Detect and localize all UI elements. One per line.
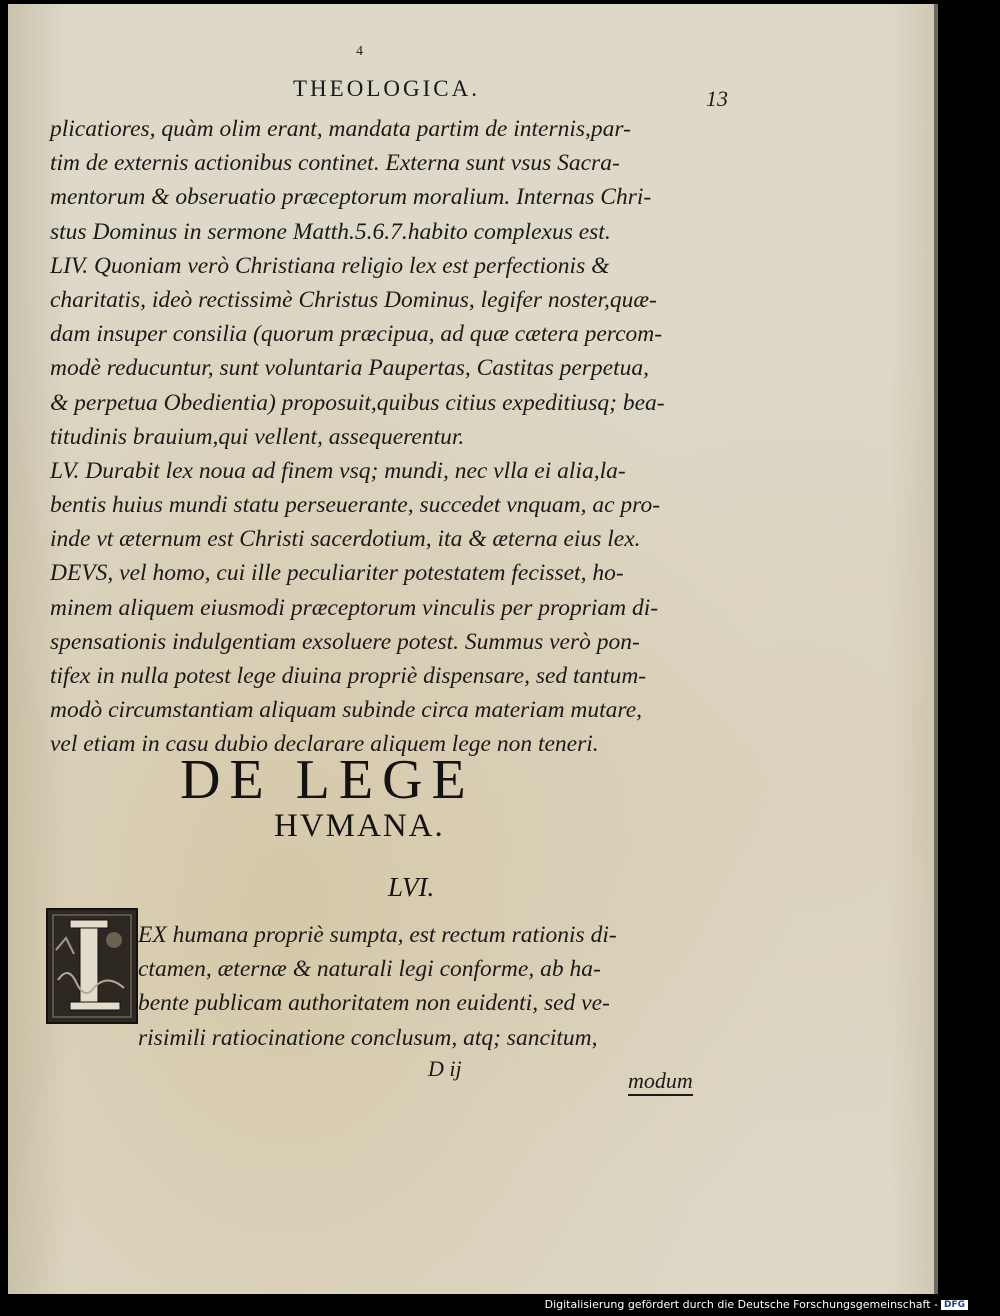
text-line: modè reducuntur, sunt voluntaria Paupertas, Castitas perpetua, <box>50 355 650 382</box>
text-line: spensationis indulgentiam exsoluere potest. Summus verò pon- <box>50 628 640 655</box>
signature-line: D ij <box>428 1056 462 1081</box>
page-number: 13 <box>706 86 728 111</box>
text-line: charitatis, ideò rectissimè Christus Dominus, legifer noster,quæ- <box>50 286 657 313</box>
page-edge <box>934 4 938 1294</box>
initial-paragraph <box>138 918 748 1055</box>
decorated-initial-icon <box>46 908 138 1024</box>
text-line: stus Dominus in sermone Matth.5.6.7.habito complexus est. <box>50 218 611 245</box>
text-line: bente publicam authoritatem non euidenti, sed ve- <box>138 990 610 1017</box>
text-line: plicatiores, quàm olim erant, mandata partim de internis,par- <box>50 116 631 142</box>
book-page <box>8 4 934 1294</box>
funding-note-text: Digitalisierung gefördert durch die Deutsche Forschungsgemeinschaft - <box>544 1298 938 1311</box>
text-line: bentis huius mundi statu perseuerante, succedet vnquam, ac pro- <box>50 492 661 519</box>
section-subheading: HVMANA. <box>274 808 445 844</box>
text-line: tifex in nulla potest lege diuina propriè dispensare, sed tantum- <box>50 663 647 689</box>
section-heading: DE LEGE <box>180 749 475 811</box>
dfg-logo-icon: DFG <box>941 1300 968 1310</box>
text-line: modò circumstantiam aliquam subinde circa materiam mutare, <box>50 697 643 724</box>
text-line: LV. Durabit lex noua ad finem vsq; mundi, nec vlla ei alia,la- <box>50 457 626 484</box>
text-line: ctamen, æternæ & naturali legi conforme, ab ha- <box>138 956 601 983</box>
text-line: minem aliquem eiusmodi præceptorum vinculis per propriam di- <box>50 594 659 621</box>
running-head: THEOLOGICA. <box>293 76 480 101</box>
text-line: DEVS, vel homo, cui ille peculiariter potestatem fecisset, ho- <box>50 560 624 587</box>
body-text <box>50 112 750 762</box>
text-line: risimili ratiocinatione conclusum, atq; sancitum, <box>138 1024 598 1051</box>
section-number: LVI. <box>388 872 435 902</box>
text-line: & perpetua Obedientia) proposuit,quibus citius expeditiusq; bea- <box>50 389 665 416</box>
text-line: mentorum & obseruatio præceptorum moralium. Internas Chri- <box>50 184 652 211</box>
signature-mark: 4 <box>356 44 363 59</box>
text-line: vel etiam in casu dubio declarare aliquem lege non teneri. <box>50 731 599 758</box>
text-line: LIV. Quoniam verò Christiana religio lex est perfectionis & <box>50 252 610 279</box>
funding-note <box>545 1298 968 1311</box>
text-line: tim de externis actionibus continet. Externa sunt vsus Sacra- <box>50 150 620 177</box>
text-line: EX humana propriè sumpta, est rectum rationis di- <box>138 922 617 948</box>
text-line: titudinis brauium,qui vellent, assequerentur. <box>50 423 465 450</box>
text-line: inde vt æternum est Christi sacerdotium, ita & æterna eius lex. <box>50 526 641 553</box>
text-line: dam insuper consilia (quorum præcipua, ad quæ cætera percom- <box>50 321 663 348</box>
catchword: modum <box>628 1068 693 1096</box>
